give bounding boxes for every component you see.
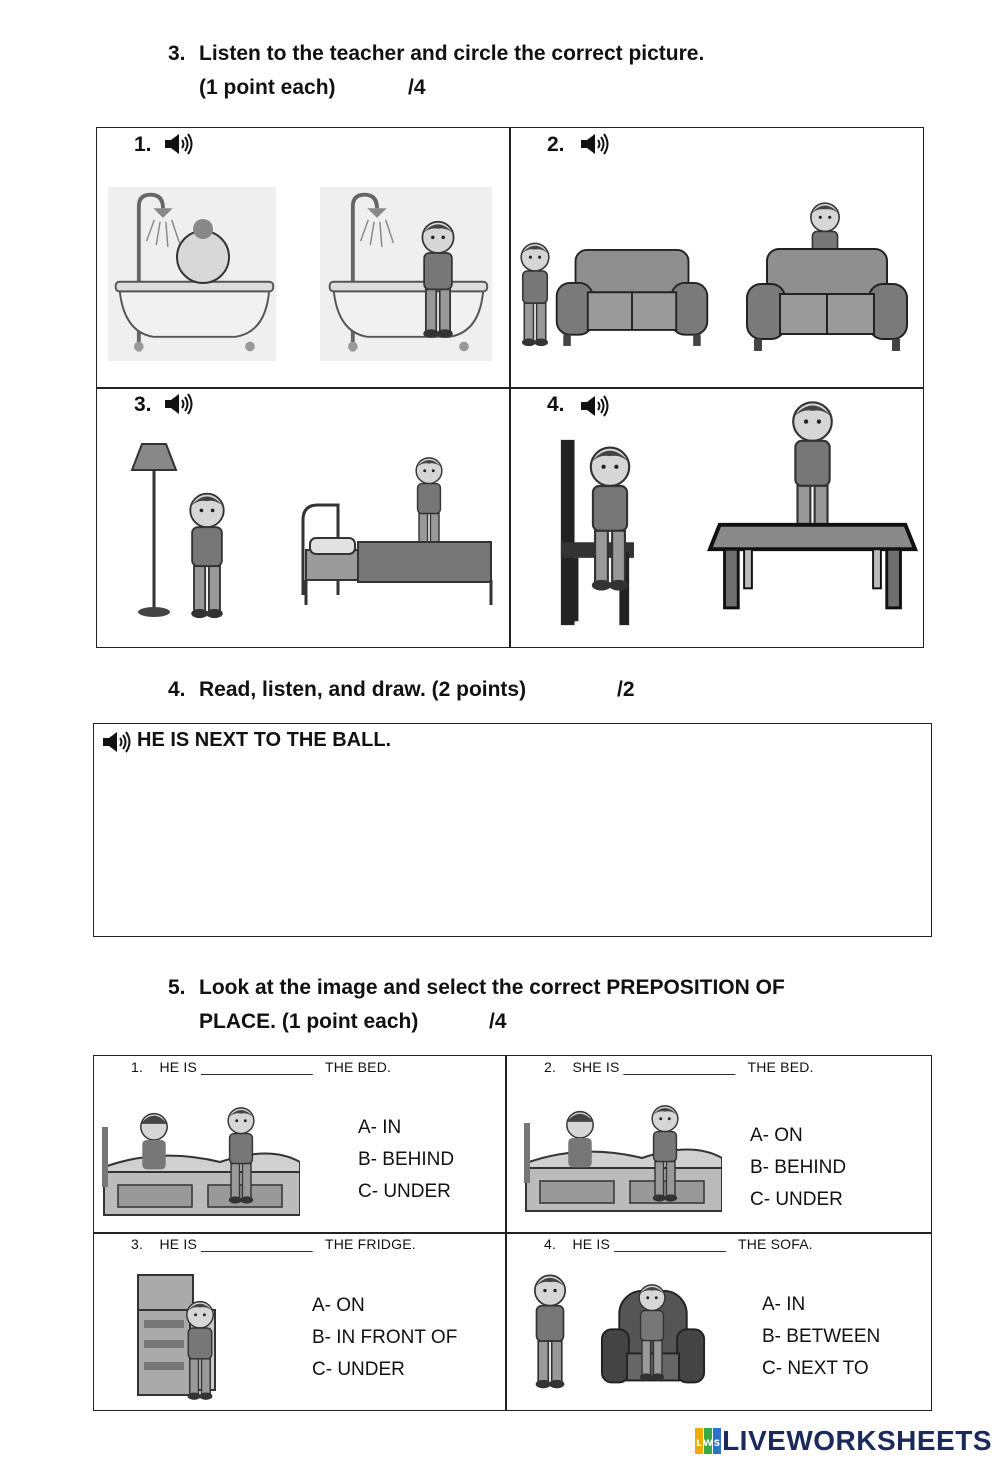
drawing-prompt: HE IS NEXT TO THE BALL.	[137, 729, 392, 751]
question3-sentence	[131, 1236, 416, 1252]
liveworksheets-logo-icon	[694, 1427, 722, 1455]
sofa-icon	[742, 244, 912, 354]
option-c[interactable]: C- NEXT TO	[762, 1358, 869, 1379]
boy-next-to-lamp-picture[interactable]	[124, 440, 249, 620]
boy-figure-icon	[558, 1103, 602, 1173]
section5-title: Look at the image and select the correct PREPOSITION OF	[199, 976, 785, 999]
speaker-icon[interactable]	[164, 392, 194, 416]
bathtub-icon	[320, 187, 492, 361]
svg-text:L: L	[696, 1439, 702, 1449]
question-subject: HE IS	[572, 1236, 611, 1252]
floor-lamp-icon	[124, 440, 184, 620]
svg-text:S: S	[713, 1439, 721, 1449]
speaker-icon[interactable]	[580, 394, 610, 418]
boy-figure-icon	[176, 490, 238, 620]
question4-options	[762, 1289, 880, 1385]
drawing-area[interactable]	[93, 723, 932, 937]
liveworksheets-logo[interactable]	[694, 1425, 992, 1457]
option-a[interactable]: A- IN	[358, 1117, 402, 1138]
answer-blank[interactable]: ______________	[623, 1059, 736, 1075]
question-subject: HE IS	[159, 1059, 198, 1075]
question-object: THE BED.	[747, 1059, 814, 1075]
question2-picture	[522, 1103, 722, 1213]
section4-score: /2	[617, 678, 635, 701]
section5-points: PLACE. (1 point each)	[199, 1010, 419, 1033]
boy-figure-icon	[132, 1105, 176, 1175]
question1-sentence	[131, 1059, 391, 1075]
boy-next-to-bathtub-picture[interactable]	[320, 187, 492, 361]
table-icon	[705, 500, 920, 618]
bed-icon	[522, 1103, 722, 1213]
section4-number: 4.	[168, 678, 186, 701]
option-a[interactable]: A- IN	[762, 1294, 806, 1315]
section4-title: Read, listen, and draw. (2 points)	[199, 678, 527, 701]
question-number: 1.	[131, 1059, 144, 1075]
bathtub-icon	[108, 187, 276, 361]
section3-score: /4	[408, 76, 426, 99]
question-subject: HE IS	[159, 1236, 198, 1252]
section3-number: 3.	[168, 42, 186, 65]
answer-blank[interactable]: ______________	[201, 1236, 313, 1252]
question2-options	[750, 1120, 846, 1216]
grid-divider-horizontal	[93, 1232, 932, 1234]
section5-score: /4	[489, 1010, 507, 1033]
girl-figure-icon	[218, 1105, 264, 1205]
bed-icon	[298, 500, 498, 610]
question-subject: SHE IS	[572, 1059, 620, 1075]
sofa-icon	[552, 243, 712, 351]
question-number: 4.	[544, 1236, 557, 1252]
boy-figure-icon	[178, 1298, 222, 1402]
bed-icon	[100, 1107, 300, 1217]
option-b[interactable]: B- IN FRONT OF	[312, 1327, 458, 1348]
boy-figure-icon	[412, 217, 464, 341]
speaker-icon[interactable]	[580, 132, 610, 156]
option-c[interactable]: C- UNDER	[358, 1181, 451, 1202]
cell2-label: 2.	[547, 133, 565, 156]
speaker-icon[interactable]	[164, 132, 194, 156]
girl-figure-icon	[642, 1103, 688, 1203]
question3-options	[312, 1290, 457, 1386]
question2-sentence	[544, 1059, 814, 1075]
option-b[interactable]: B- BEHIND	[358, 1149, 455, 1170]
boy-next-to-bed-picture[interactable]	[298, 455, 498, 613]
question1-picture	[100, 1105, 300, 1217]
cell3-label: 3.	[134, 393, 152, 416]
question-number: 3.	[131, 1236, 144, 1252]
girl-figure-icon	[628, 1282, 676, 1382]
question-object: THE SOFA.	[737, 1236, 813, 1252]
cell1-label: 1.	[134, 133, 152, 156]
question1-options	[358, 1112, 454, 1208]
section3-title: Listen to the teacher and circle the correct picture.	[199, 42, 705, 65]
girl-figure-icon	[578, 443, 642, 593]
option-c[interactable]: C- UNDER	[312, 1359, 405, 1380]
cell4-label: 4.	[547, 393, 565, 416]
brand-name: LIVEWORKSHEETS	[722, 1425, 992, 1456]
boy-figure-icon	[522, 1272, 578, 1390]
grid-divider-horizontal	[96, 387, 924, 389]
question-object: THE FRIDGE.	[324, 1236, 416, 1252]
option-c[interactable]: C- UNDER	[750, 1189, 843, 1210]
option-b[interactable]: B- BETWEEN	[762, 1326, 881, 1347]
question-object: THE BED.	[324, 1059, 392, 1075]
option-a[interactable]: A- ON	[750, 1125, 803, 1146]
answer-blank[interactable]: ______________	[201, 1059, 313, 1075]
option-b[interactable]: B- BEHIND	[750, 1157, 847, 1178]
speaker-icon[interactable]	[102, 730, 132, 754]
section5-number: 5.	[168, 976, 186, 999]
girl-on-table-picture[interactable]	[705, 398, 920, 620]
question-number: 2.	[544, 1059, 557, 1075]
question3-picture	[120, 1270, 240, 1405]
boy-behind-sofa-picture[interactable]	[742, 200, 912, 355]
option-a[interactable]: A- ON	[312, 1295, 365, 1316]
svg-text:W: W	[703, 1439, 714, 1449]
question4-picture	[522, 1272, 712, 1394]
question4-sentence	[544, 1236, 813, 1252]
girl-on-chair-picture[interactable]	[550, 435, 680, 630]
girl-next-to-sofa-picture[interactable]	[512, 235, 712, 355]
answer-blank[interactable]: ______________	[614, 1236, 726, 1252]
girl-in-bathtub-picture[interactable]	[108, 187, 276, 361]
section3-points: (1 point each)	[199, 76, 336, 99]
